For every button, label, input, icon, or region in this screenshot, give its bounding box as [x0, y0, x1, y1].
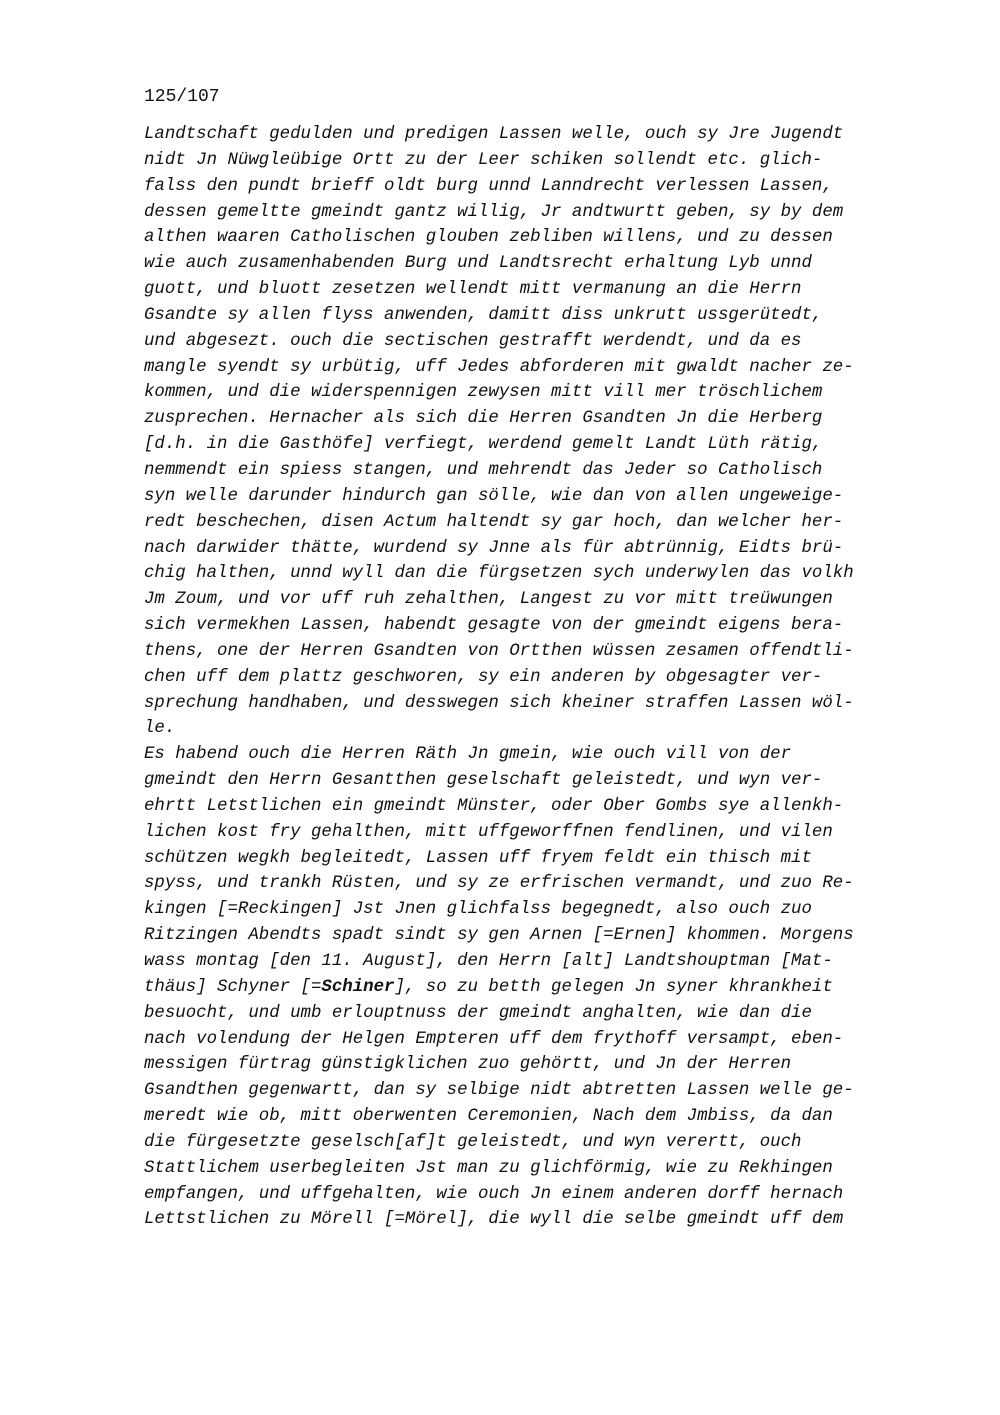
- text-line: kommen, und die widerspennigen zewysen mitt vill mer tröschlichem: [144, 383, 823, 403]
- text-line: [144, 975, 964, 1001]
- text-line: empfangen, und uffgehalten, wie ouch Jn einem anderen dorff hernach: [144, 1184, 844, 1204]
- text-line: kingen [=Reckingen] Jst Jnen glichfalss begegnedt, also ouch zuo: [144, 900, 812, 920]
- text-line: messigen fürtrag günstigklichen zuo gehörtt, und Jn der Herren: [144, 1055, 792, 1075]
- text-line: guott, und bluott zesetzen wellendt mitt vermanung an die Herrn: [144, 280, 802, 300]
- text-line: dessen gemeltte gmeindt gantz willig, Jr andtwurtt geben, sy by dem: [144, 202, 844, 222]
- bold-name: Schiner: [321, 977, 395, 997]
- text-line: die fürgesetzte geselsch[af]t geleistedt, und wyn verertt, ouch: [144, 1132, 802, 1152]
- text-line: und abgesezt. ouch die sectischen gestrafft werdendt, und da es: [144, 331, 802, 351]
- text-line: [d.h. in die Gasthöfe] verfiegt, werdend gemelt Landt Lüth rätig,: [144, 435, 823, 455]
- text-line: Es habend ouch die Herren Räth Jn gmein, wie ouch vill von der: [144, 745, 792, 765]
- text-line: Lettstlichen zu Mörell [=Mörel], die wyll die selbe gmeindt uff dem: [144, 1210, 844, 1230]
- text-line: le.: [144, 719, 176, 739]
- text-line: wass montag [den 11. August], den Herrn [alt] Landtshouptman [Mat-: [144, 952, 833, 971]
- body-text: [144, 122, 964, 1233]
- text-line: sich vermekhen Lassen, habendt gesagte von der gmeindt eigens bera-: [144, 616, 844, 636]
- text-line: nidt Jn Nüwgleübige Ortt zu der Leer schiken sollendt etc. glich-: [144, 150, 823, 170]
- text-line: Stattlichem userbegleiten Jst man zu glichförmig, wie zu Rekhingen: [144, 1158, 833, 1178]
- text-line: lichen kost fry gehalthen, mitt uffgeworffnen fendlinen, und vilen: [144, 822, 833, 842]
- page-number: 125/107: [144, 87, 220, 107]
- text-line: Gsandte sy allen flyss anwenden, damitt diss unkrutt ussgerütedt,: [144, 305, 823, 325]
- text-segment: ], so zu betth gelegen Jn syner khrankheit: [394, 977, 833, 997]
- text-line: meredt wie ob, mitt oberwenten Ceremonien, Nach dem Jmbiss, da dan: [144, 1107, 833, 1127]
- text-line: besuocht, und umb erlouptnuss der gmeindt anghalten, wie dan die: [144, 1003, 812, 1023]
- text-line: thens, one der Herren Gsandten von Ortthen wüssen zesamen offendtli-: [144, 641, 854, 661]
- text-line: redt beschechen, disen Actum haltendt sy gar hoch, dan welcher her-: [144, 512, 844, 532]
- text-line: ehrtt Letstlichen ein gmeindt Münster, oder Ober Gombs sye allenkh-: [144, 796, 844, 816]
- text-line: wie auch zusamenhabenden Burg und Landtsrecht erhaltung Lyb unnd: [144, 254, 812, 274]
- text-line: schützen wegkh begleitedt, Lassen uff fryem feldt ein thisch mit: [144, 848, 812, 868]
- text-line: Ritzingen Abendts spadt sindt sy gen Arnen [=Ernen] khommen. Morgens: [144, 926, 854, 946]
- text-line: sprechung handhaben, und desswegen sich kheiner straffen Lassen wöl-: [144, 693, 854, 713]
- text-line: syn welle darunder hindurch gan sölle, wie dan von allen ungeweige-: [144, 486, 844, 506]
- text-line: falss den pundt brieff oldt burg unnd Lanndrecht verlessen Lassen,: [144, 176, 833, 196]
- text-line: nach darwider thätte, wurdend sy Jnne als für abtrünnig, Eidts brü-: [144, 538, 844, 558]
- text-line: nach volendung der Helgen Empteren uff dem frythoff versampt, eben-: [144, 1029, 844, 1049]
- text-line: chen uff dem plattz geschworen, sy ein anderen by obgesagter ver-: [144, 667, 823, 687]
- text-line: althen waaren Catholischen glouben zebliben willens, und zu dessen: [144, 228, 833, 248]
- text-line: zusprechen. Hernacher als sich die Herren Gsandten Jn die Herberg: [144, 409, 823, 429]
- text-line: spyss, und trankh Rüsten, und sy ze erfrischen vermandt, und zuo Re-: [144, 874, 854, 894]
- text-line: Jm Zoum, und vor uff ruh zehalthen, Langest zu vor mitt treüwungen: [144, 590, 833, 610]
- text-line: Landtschaft gedulden und predigen Lassen welle, ouch sy Jre Jugendt: [144, 125, 844, 144]
- text-line: nemmendt ein spiess stangen, und mehrendt das Jeder so Catholisch: [144, 460, 823, 480]
- text-line: Gsandthen gegenwartt, dan sy selbige nidt abtretten Lassen welle ge-: [144, 1081, 854, 1101]
- text-line: mangle syendt sy urbütig, uff Jedes abforderen mit gwaldt nacher ze-: [144, 357, 854, 377]
- text-line: chig halthen, unnd wyll dan die fürgsetzen sych underwylen das volkh: [144, 564, 854, 584]
- text-segment: thäus] Schyner [=: [144, 977, 322, 997]
- text-line: gmeindt den Herrn Gesantthen geselschaft geleistedt, und wyn ver-: [144, 771, 823, 791]
